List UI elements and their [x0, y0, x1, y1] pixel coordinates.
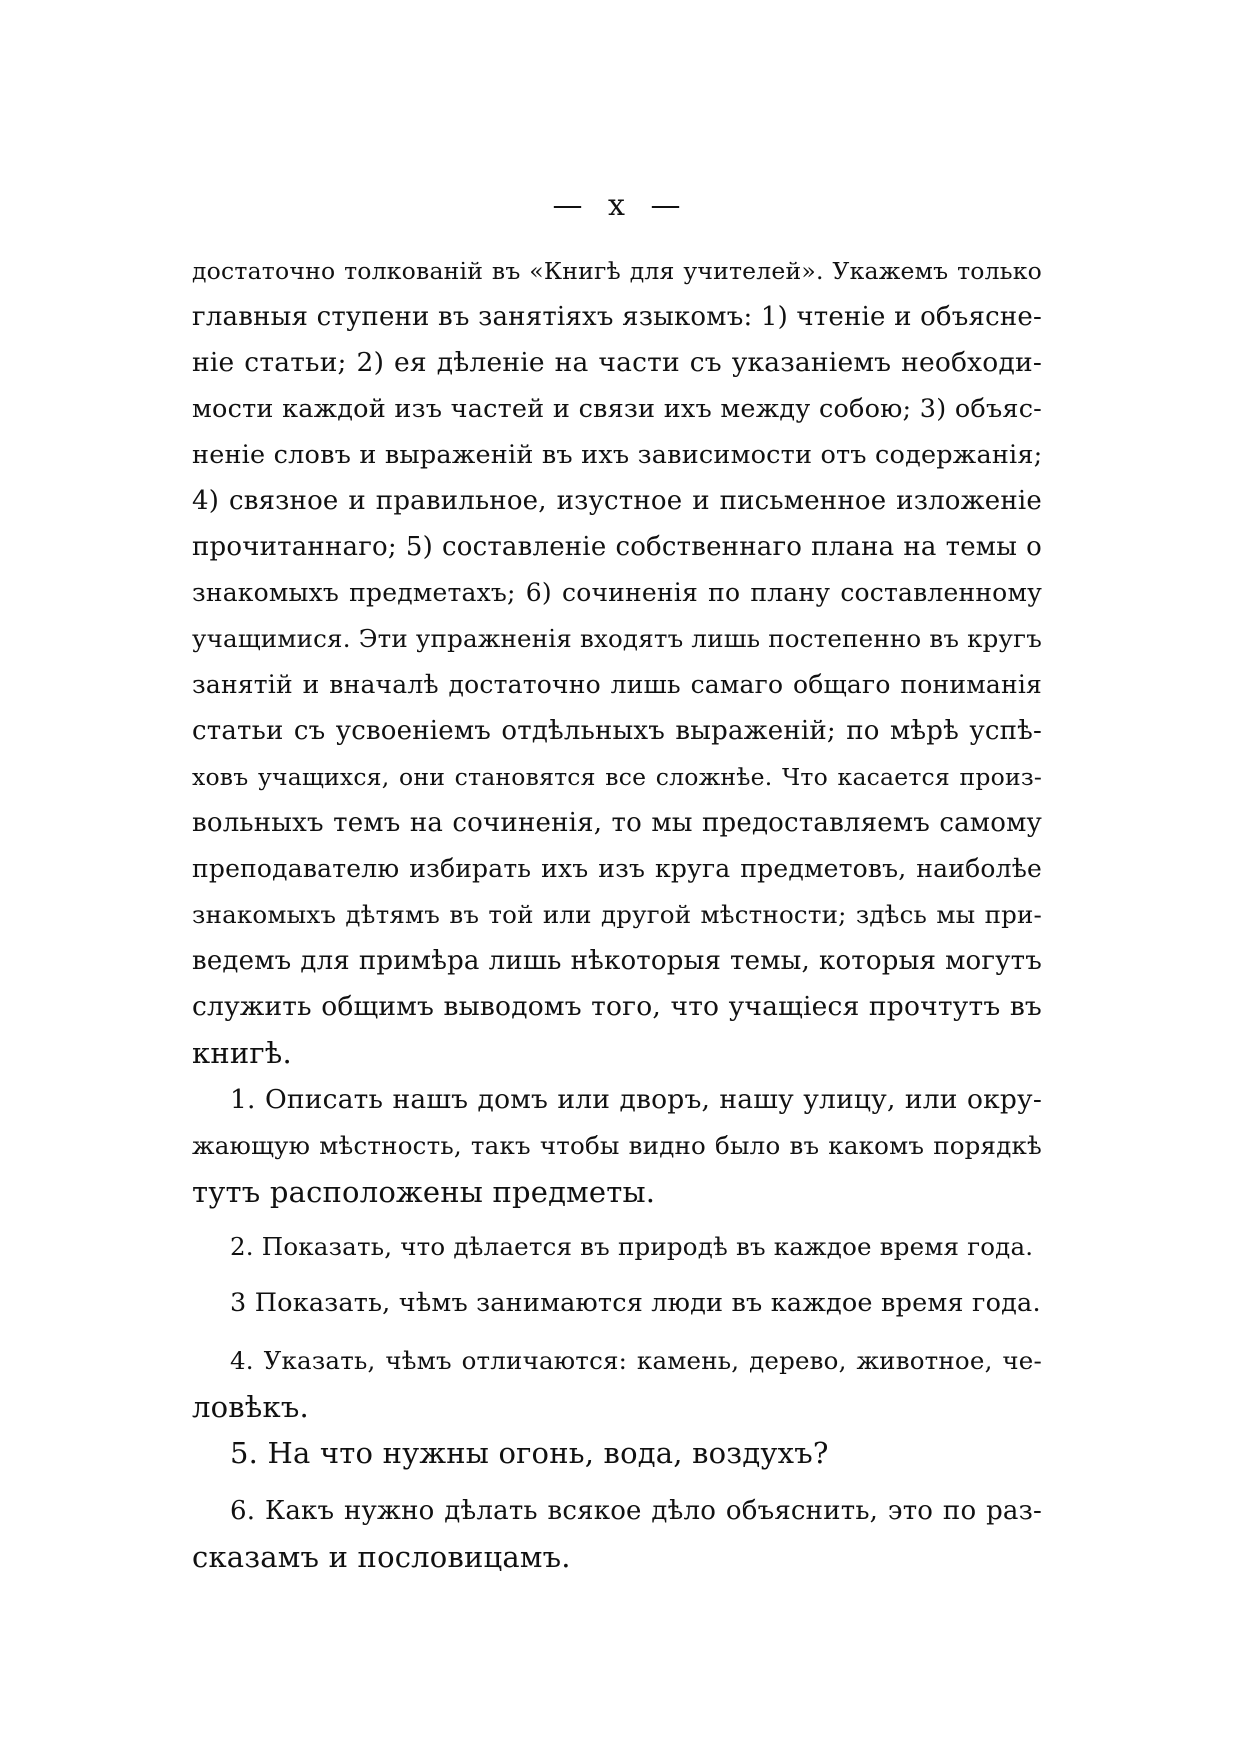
paragraph-line: главныя ступени въ занятіяхъ языкомъ: 1) чтеніе и объясне- [192, 302, 1042, 332]
theme-item-line: 5. На что нужны огонь, вода, воздухъ? [230, 1436, 829, 1470]
paragraph-line: преподавателю избирать ихъ изъ круга предметовъ, наиболѣе [192, 854, 1042, 883]
theme-item [192, 1488, 1042, 1580]
paragraph-line: занятій и вначалѣ достаточно лишь самаго общаго пониманія [192, 670, 1042, 699]
paragraph-line: служить общимъ выводомъ того, что учащіеся прочтутъ въ [192, 991, 1042, 1022]
paragraph-line: книгѣ. [192, 1036, 292, 1070]
theme-item [192, 1077, 1042, 1215]
theme-item-line: 3 Показать, чѣмъ занимаются люди въ каждое время года. [230, 1288, 1041, 1318]
paragraph-line: 4) связное и правильное, изустное и письменное изложеніе [192, 486, 1042, 516]
theme-item-line: 1. Описать нашъ домъ или дворъ, нашу улицу, или окру- [230, 1084, 1042, 1115]
main-paragraph [192, 248, 1042, 1076]
paragraph-line: мости каждой изъ частей и связи ихъ между собою; 3) объяс- [192, 394, 1042, 424]
paragraph-line: знакомыхъ дѣтямъ въ той или другой мѣстности; здѣсь мы при- [192, 900, 1042, 929]
theme-item [192, 1338, 1042, 1430]
paragraph-line: учащимися. Эти упражненія входятъ лишь постепенно въ кругъ [192, 624, 1042, 653]
paragraph-line: знакомыхъ предметахъ; 6) сочиненія по плану составленному [192, 578, 1042, 607]
theme-item-line: жающую мѣстность, такъ чтобы видно было въ какомъ порядкѣ [192, 1131, 1042, 1160]
paragraph-line: достаточно толкованій въ «Книгѣ для учителей». Укажемъ только [192, 257, 1042, 285]
paragraph-line: прочитаннаго; 5) составленіе собственнаго плана на темы о [192, 532, 1042, 562]
paragraph-line: ніе статьи; 2) ея дѣленіе на части съ указаніемъ необходи- [192, 347, 1042, 378]
theme-item-line: тутъ расположены предметы. [192, 1175, 656, 1209]
theme-item [192, 1224, 1042, 1270]
paragraph-line: статьи съ усвоеніемъ отдѣльныхъ выраженій; по мѣрѣ успѣ- [192, 716, 1042, 746]
theme-item-line: 4. Указать, чѣмъ отличаются: камень, дерево, животное, че- [230, 1346, 1042, 1375]
paragraph-line: неніе словъ и выраженій въ ихъ зависимости отъ содержанія; [192, 440, 1043, 470]
paragraph-line: вольныхъ темъ на сочиненія, то мы предоставляемъ самому [192, 808, 1042, 838]
paragraph-line: ведемъ для примѣра лишь нѣкоторыя темы, которыя могутъ [192, 946, 1042, 976]
theme-item-line: ловѣкъ. [192, 1390, 309, 1424]
theme-item-line: 2. Показать, что дѣлается въ природѣ въ каждое время года. [230, 1232, 1034, 1261]
theme-item [192, 1430, 1042, 1476]
theme-item [192, 1280, 1042, 1326]
theme-item-line: сказамъ и пословицамъ. [192, 1540, 571, 1574]
page-number: — x — [552, 188, 689, 223]
theme-item-line: 6. Какъ нужно дѣлать всякое дѣло объяснить, это по раз- [230, 1496, 1042, 1526]
paragraph-line: ховъ учащихся, они становятся все сложнѣе. Что касается произ- [192, 763, 1042, 791]
